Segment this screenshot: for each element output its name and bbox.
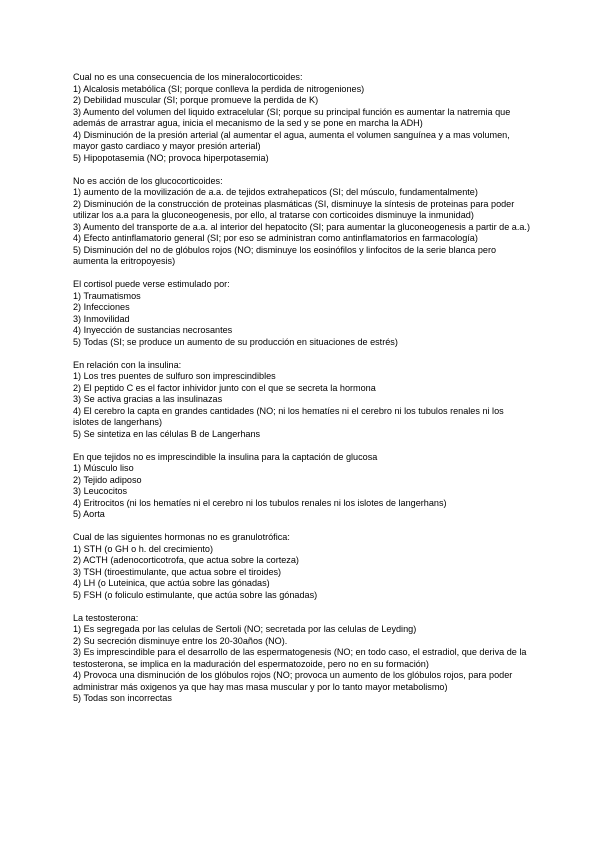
answer-option: 2) Disminución de la construcción de proteinas plasmáticas (SI, disminuye la síntesis de proteinas para poder utilizar los a.a para la gluconeogenesis, por ello, al tratarse con corticoides disminuye la inmunidad) xyxy=(73,198,515,220)
question-title: La testosterona: xyxy=(73,612,139,623)
answer-option: 5) Todas (SI; se produce un aumento de su producción en situaciones de estrés) xyxy=(73,336,398,347)
question-title: Cual no es una consecuencia de los mineralocorticoides: xyxy=(73,72,303,82)
answer-option: 4) Efecto antinflamatorio general (SI; por eso se administran como antinflamatorios en farmacología) xyxy=(73,233,478,243)
answer-option: 3) TSH (tiroestimulante, que actua sobre el tiroides) xyxy=(73,566,282,577)
question-block xyxy=(73,279,531,348)
question-title: En relación con la insulina: xyxy=(73,359,182,370)
answer-option: 3) Inmovilidad xyxy=(73,313,130,324)
answer-option: 1) aumento de la movilización de a.a. de tejidos extrahepaticos (SI; del músculo, fundamentalmente) xyxy=(73,187,478,197)
answer-option: 4) Inyección de sustancias necrosantes xyxy=(73,325,233,335)
question-block xyxy=(73,72,531,164)
question-title: En que tejidos no es imprescindible la insulina para la captación de glucosa xyxy=(73,451,378,462)
answer-option: 2) Infecciones xyxy=(73,302,130,312)
answer-option: 4) Provoca una disminución de los glóbulos rojos (NO; provoca un aumento de los glóbulos rojos, para poder administrar más oxigenos ya que hay mas masa muscular y por lo tanto mayor metabolismo) xyxy=(73,670,513,692)
answer-option: 4) El cerebro la capta en grandes cantidades (NO; ni los hematíes ni el cerebro ni los tubulos renales ni los islotes de langerhans) xyxy=(73,405,504,427)
question-title: Cual de las siguientes hormonas no es granulotrófica: xyxy=(73,532,290,542)
answer-option: 3) Se activa gracias a las insulinazas xyxy=(73,394,223,404)
answer-option: 2) Su secreción disminuye entre los 20-30años (NO). xyxy=(73,635,288,646)
answer-option: 3) Leucocitos xyxy=(73,486,128,496)
question-block xyxy=(73,613,531,705)
question-block xyxy=(73,532,531,601)
document-page xyxy=(73,72,531,716)
answer-option: 1) Los tres puentes de sulfuro son imprescindibles xyxy=(73,371,276,381)
answer-option: 1) STH (o GH o h. del crecimiento) xyxy=(73,543,213,554)
answer-option: 4) LH (o Luteinica, que actúa sobre las gónadas) xyxy=(73,578,270,588)
answer-option: 1) Es segregada por las celulas de Sertoli (NO; secretada por las celulas de Leyding) xyxy=(73,624,417,634)
answer-option: 3) Es imprescindible para el desarrollo de las espermatogenesis (NO; en todo caso, el estradiol, que deriva de la testosterona, se implica en la maduración del espermatozoide, pero no en su formación) xyxy=(73,647,527,669)
question-block xyxy=(73,452,531,521)
question-block xyxy=(73,176,531,268)
answer-option: 2) ACTH (adenocorticotrofa, que actua sobre la corteza) xyxy=(73,555,299,565)
answer-option: 3) Aumento del transporte de a.a. al interior del hepatocito (SI; para aumentar la gluconeogenesis a partir de a.a.) xyxy=(73,221,530,232)
answer-option: 1) Alcalosis metabólica (SI; porque conlleva la perdida de nitrogeniones) xyxy=(73,83,365,94)
answer-option: 2) Debilidad muscular (SI; porque promueve la perdida de K) xyxy=(73,95,319,105)
answer-option: 3) Aumento del volumen del liquido extracelular (SI; porque su principal función es aumentar la natremia que además de arrastrar agua, inicia el mecanismo de la sed y se pone en marcha la ADH) xyxy=(73,106,511,128)
answer-option: 4) Disminución de la presión arterial (al aumentar el agua, aumenta el volumen sanguínea y a mas volumen, mayor gasto cardiaco y mayor presión arterial) xyxy=(73,129,510,151)
answer-option: 2) El peptido C es el factor inhividor junto con el que se secreta la hormona xyxy=(73,382,376,393)
answer-option: 1) Traumatismos xyxy=(73,290,141,301)
question-block xyxy=(73,360,531,441)
answer-option: 2) Tejido adiposo xyxy=(73,474,142,485)
answer-option: 5) Hipopotasemia (NO; provoca hiperpotasemia) xyxy=(73,152,269,163)
answer-option: 1) Músculo liso xyxy=(73,463,134,473)
answer-option: 5) Disminución del no de glóbulos rojos (NO; disminuye los eosinófilos y linfocitos de la serie blanca pero aumenta la eritropoyesis) xyxy=(73,244,497,266)
question-title: No es acción de los glucocorticoides: xyxy=(73,175,223,186)
question-title: El cortisol puede verse estimulado por: xyxy=(73,279,230,289)
answer-option: 5) Todas son incorrectas xyxy=(73,693,172,703)
answer-option: 5) Se sintetiza en las células B de Langerhans xyxy=(73,428,261,439)
answer-option: 5) FSH (o foliculo estimulante, que actúa sobre las gónadas) xyxy=(73,589,318,600)
answer-option: 5) Aorta xyxy=(73,509,105,519)
answer-option: 4) Eritrocitos (ni los hematíes ni el cerebro ni los tubulos renales ni los islotes de langerhans) xyxy=(73,497,447,508)
